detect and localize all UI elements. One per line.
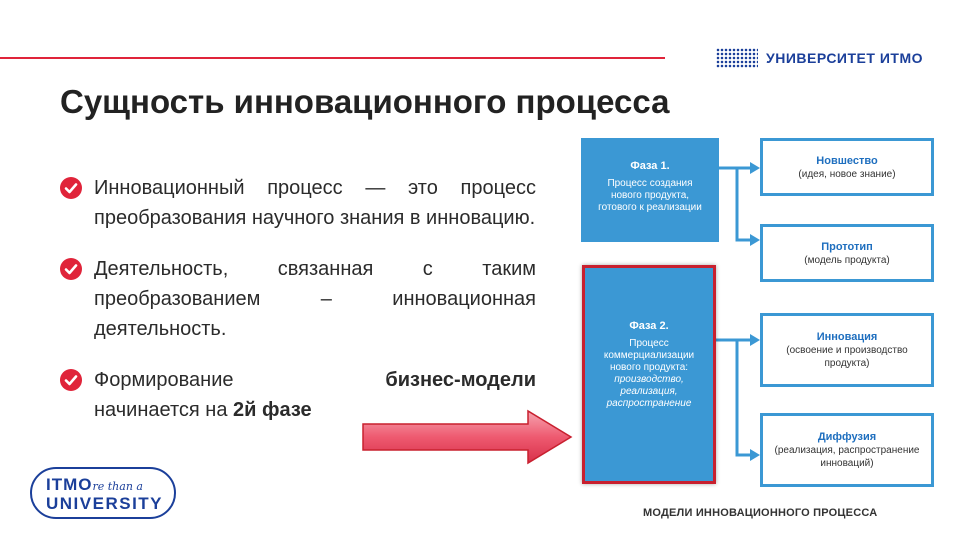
- stage-desc: (идея, новое знание): [798, 168, 896, 180]
- stage-box-novelty: [760, 138, 934, 196]
- stage-box-prototype: [760, 224, 934, 282]
- stage-title: Прототип: [821, 240, 873, 253]
- phase-1-desc: Процесс создания нового продукта, готового к реализации: [598, 178, 702, 213]
- univ-logo-itmo: ITMO: [46, 475, 93, 494]
- phase-2-title: Фаза 2.: [629, 320, 669, 332]
- stage-desc: (реализация, распространение инноваций): [774, 445, 920, 469]
- diagram-caption: МОДЕЛИ ИННОВАЦИОННОГО ПРОЦЕССА: [643, 507, 878, 519]
- phase-2-desc: Процесс коммерциализации нового продукта:: [603, 338, 695, 373]
- univ-logo-tagline: re than a: [92, 480, 143, 493]
- bullet-text: Деятельность, связанная с таким преобразованием – инновационная деятельность.: [94, 258, 536, 340]
- stage-box-diffusion: [760, 413, 934, 487]
- phase-1-title: Фаза 1.: [630, 160, 670, 172]
- bullet-text: начинается на: [94, 399, 233, 421]
- stage-desc: (освоение и производство продукта): [786, 345, 908, 369]
- univ-logo-university: UNIVERSITY: [46, 494, 164, 513]
- bullet-bold-text: бизнес-модели: [385, 369, 536, 391]
- bullet-text: Формирование: [94, 369, 234, 391]
- stage-title: Диффузия: [817, 431, 877, 443]
- phase-1-block: [581, 138, 719, 242]
- phase-2-block: [582, 265, 716, 484]
- page-title: Сущность инновационного процесса: [60, 83, 670, 120]
- stage-title: Инновация: [816, 331, 878, 343]
- phase-2-detail: производство, реализация, распространение: [606, 374, 692, 409]
- bullet-bold-text: 2й фазе: [233, 399, 312, 421]
- bullet-text: Инновационный процесс — это процесс преобразования научного знания в инновацию.: [94, 177, 536, 229]
- logo-text: УНИВЕРСИТЕТ ИТМО: [766, 50, 923, 66]
- stage-desc: (модель продукта): [804, 254, 890, 266]
- stage-box-innovation: [760, 313, 934, 387]
- stage-title: Новшество: [816, 154, 878, 167]
